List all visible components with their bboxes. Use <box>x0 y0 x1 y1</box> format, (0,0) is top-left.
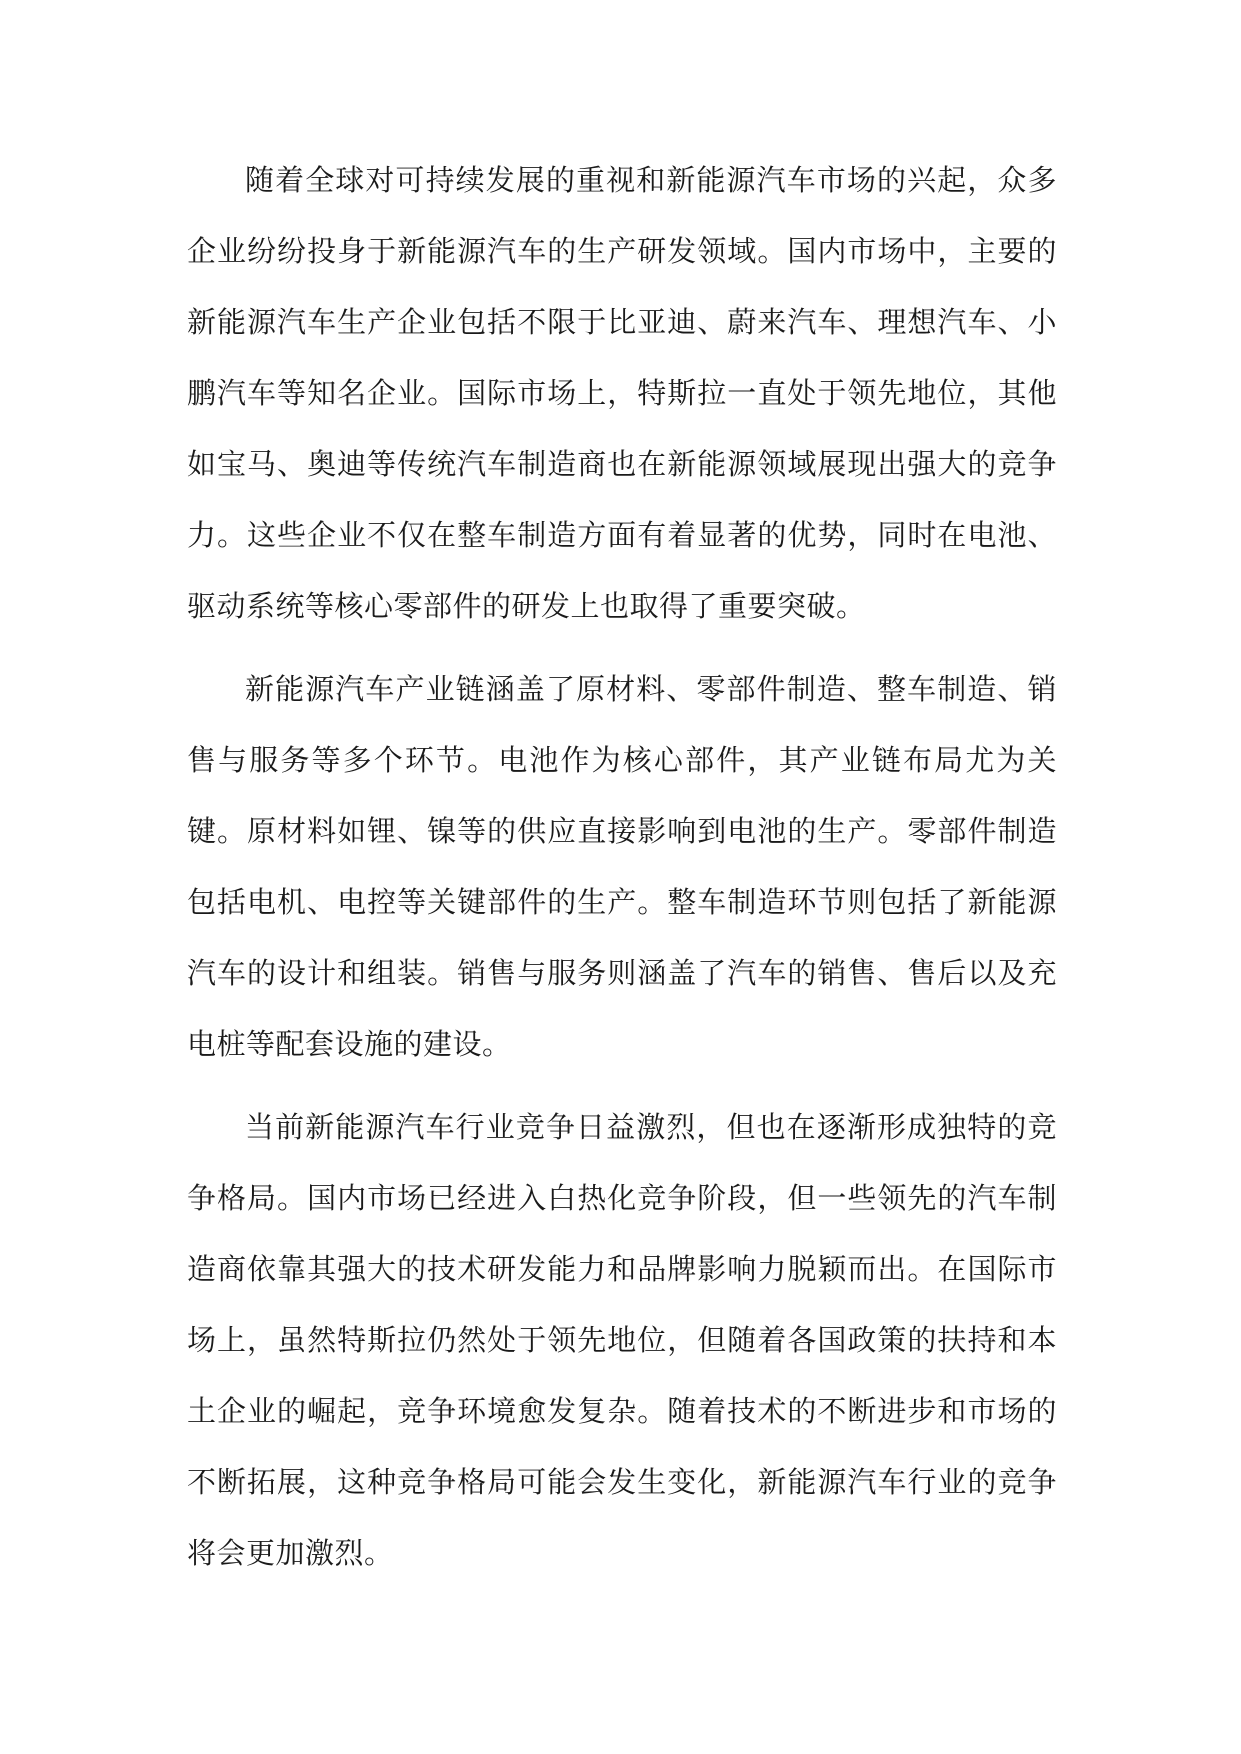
paragraph-1: 随着全球对可持续发展的重视和新能源汽车市场的兴起，众多企业纷纷投身于新能源汽车的生产研发领域。国内市场中，主要的新能源汽车生产企业包括不限于比亚迪、蔚来汽车、理想汽车、小鹏汽车等知名企业。国际市场上，特斯拉一直处于领先地位，其他如宝马、奥迪等传统汽车制造商也在新能源领域展现出强大的竞争力。这些企业不仅在整车制造方面有着显著的优势，同时在电池、驱动系统等核心零部件的研发上也取得了重要突破。 <box>187 163 1057 623</box>
paragraph-3: 当前新能源汽车行业竞争日益激烈，但也在逐渐形成独特的竞争格局。国内市场已经进入白热化竞争阶段，但一些领先的汽车制造商依靠其强大的技术研发能力和品牌影响力脱颖而出。在国际市场上，虽然特斯拉仍然处于领先地位，但随着各国政策的扶持和本土企业的崛起，竞争环境愈发复杂。随着技术的不断进步和市场的不断拓展，这种竞争格局可能会发生变化，新能源汽车行业的竞争将会更加激烈。 <box>187 1110 1057 1570</box>
paragraph-2: 新能源汽车产业链涵盖了原材料、零部件制造、整车制造、销售与服务等多个环节。电池作为核心部件，其产业链布局尤为关键。原材料如锂、镍等的供应直接影响到电池的生产。零部件制造包括电机、电控等关键部件的生产。整车制造环节则包括了新能源汽车的设计和组装。销售与服务则涵盖了汽车的销售、售后以及充电桩等配套设施的建设。 <box>187 672 1057 1061</box>
document-body <box>187 145 1057 1601</box>
